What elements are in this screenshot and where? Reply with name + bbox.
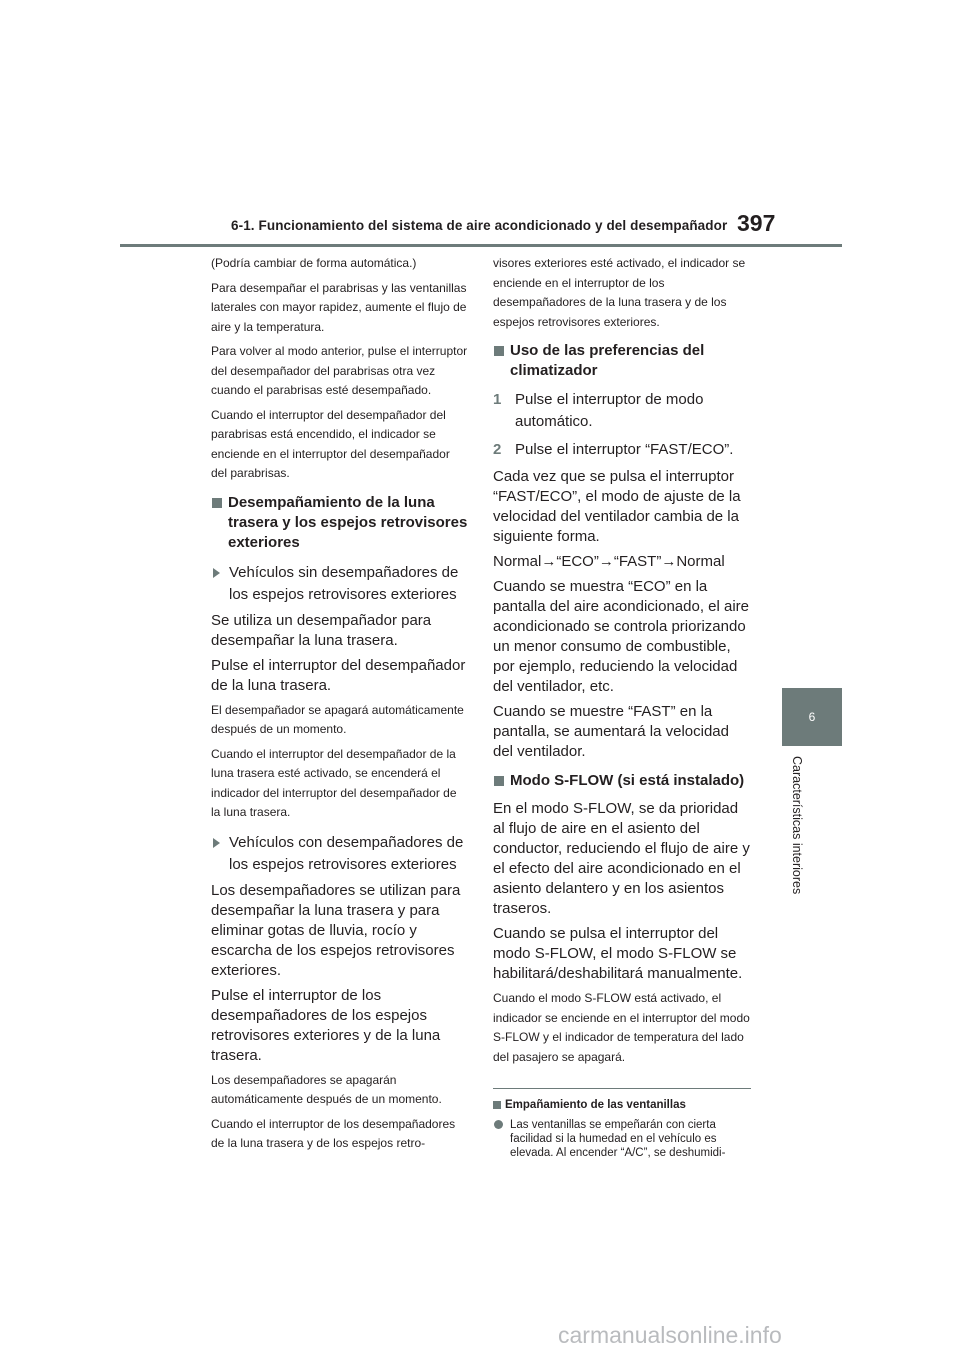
paragraph: Cada vez que se pulsa el interruptor “FAST/ECO”, el modo de ajuste de la velocidad del ventilador cambia de la siguiente forma. xyxy=(493,468,741,545)
circle-bullet-icon xyxy=(494,1120,503,1129)
subheading-text: Vehículos sin desempañadores de los espejos retrovisores exteriores xyxy=(229,563,459,603)
paragraph: Cuando se muestre “FAST” en la pantalla, se aumentará la velocidad del ventilador. xyxy=(493,703,729,760)
triangle-bullet-icon xyxy=(213,838,220,848)
step-number: 1 xyxy=(493,391,502,408)
square-bullet-icon xyxy=(493,1101,501,1109)
paragraph: Para desempañar el parabrisas y las ventanillas laterales con mayor rapidez, aumente el flujo de aire y la temperatura. xyxy=(211,280,467,334)
paragraph: Pulse el interruptor del desempañador de la luna trasera. xyxy=(211,656,466,694)
paragraph: Para volver al modo anterior, pulse el interruptor del desempañador del parabrisas otra vez cuando el parabrisas esté desempañado. xyxy=(211,344,468,397)
right-column xyxy=(493,254,751,1160)
square-bullet-icon xyxy=(494,346,504,356)
paragraph: Cuando el interruptor del desempañador de la luna trasera esté activado, se encenderá el indicador del interruptor del desempañador de la luna trasera. xyxy=(211,746,457,819)
paragraph: Cuando se muestra “ECO” en la pantalla del aire acondicionado, el aire acondicionado se controla priorizando un menor consumo de combustible, por ejemplo, reduciendo la velocidad del ventilador, etc. xyxy=(493,578,750,695)
paragraph: visores exteriores esté activado, el indicador se enciende en el interruptor de los desempañadores de la luna trasera y de los espejos retrovisores exteriores. xyxy=(493,256,746,329)
paragraph: Cuando el modo S-FLOW está activado, el indicador se enciende en el interruptor del modo S-FLOW y el indicador de temperatura del lado del pasajero se apagará. xyxy=(493,991,750,1064)
chapter-tab[interactable] xyxy=(782,688,842,746)
subsection-heading xyxy=(211,562,469,606)
step-text: Pulse el interruptor “FAST/ECO”. xyxy=(515,441,734,458)
heading-text: Uso de las preferencias del climatizador xyxy=(510,342,705,379)
paragraph: Cuando el interruptor del desempañador del parabrisas está encendido, el indicador se enciende en el interruptor del desempañador del parabrisas. xyxy=(211,407,450,480)
section-heading xyxy=(493,341,751,381)
section-heading xyxy=(211,493,469,553)
subheading-text: Vehículos con desempañadores de los espejos retrovisores exteriores xyxy=(229,833,464,873)
left-column xyxy=(211,254,469,1159)
step-1 xyxy=(493,389,751,433)
square-bullet-icon xyxy=(212,498,222,508)
section-title: 6-1. Funcionamiento del sistema de aire acondicionado y del desempañador xyxy=(231,218,728,233)
paragraph: Pulse el interruptor de los desempañadores de los espejos retrovisores exteriores y de la luna trasera. xyxy=(211,986,441,1064)
note-item xyxy=(493,1118,751,1160)
square-bullet-icon xyxy=(494,776,504,786)
note-text: Las ventanillas se empeñarán con cierta facilidad si la humedad en el vehículo es elevada. Al encender “A/C”, se deshumidi- xyxy=(510,1119,726,1159)
chapter-label-text: Características interiores xyxy=(790,756,804,895)
chapter-label xyxy=(790,756,811,908)
paragraph: Cuando se pulsa el interruptor del modo S-FLOW, el modo S-FLOW se habilitará/deshabilitará manualmente. xyxy=(493,925,743,982)
step-2 xyxy=(493,439,751,461)
paragraph: Normal→“ECO”→“FAST”→Normal xyxy=(493,553,725,570)
heading-text: Modo S-FLOW (si está instalado) xyxy=(510,772,745,789)
note-heading-text: Empañamiento de las ventanillas xyxy=(505,1099,686,1111)
header-divider xyxy=(120,244,842,247)
paragraph: (Podría cambiar de forma automática.) xyxy=(211,256,417,270)
section-heading xyxy=(493,771,751,791)
note-divider xyxy=(493,1088,751,1089)
subsection-heading xyxy=(211,832,469,876)
note-heading xyxy=(493,1097,751,1113)
step-text: Pulse el interruptor de modo automático. xyxy=(515,391,704,430)
paragraph: Se utiliza un desempañador para desempañar la luna trasera. xyxy=(211,611,432,649)
paragraph: Los desempañadores se utilizan para desempañar la luna trasera y para eliminar gotas de lluvia, rocío y escarcha de los espejos retrovisores exteriores. xyxy=(211,881,461,979)
page-number: 397 xyxy=(737,210,776,236)
chapter-number: 6 xyxy=(808,710,816,724)
watermark[interactable]: carmanualsonline.info xyxy=(558,1322,782,1348)
paragraph: En el modo S-FLOW, se da prioridad al flujo de aire en el asiento del conductor, reduciendo el flujo de aire y el efecto del aire acondicionado en el asiento delantero y en los asientos traseros. xyxy=(493,800,750,917)
step-number: 2 xyxy=(493,441,502,458)
paragraph: El desempañador se apagará automáticamente después de un momento. xyxy=(211,702,464,736)
paragraph: Cuando el interruptor de los desempañadores de la luna trasera y de los espejos retro- xyxy=(211,1116,456,1150)
heading-text: Desempañamiento de la luna trasera y los espejos retrovisores exteriores xyxy=(228,493,468,551)
triangle-bullet-icon xyxy=(213,568,220,578)
paragraph: Los desempañadores se apagarán automáticamente después de un momento. xyxy=(211,1072,442,1106)
